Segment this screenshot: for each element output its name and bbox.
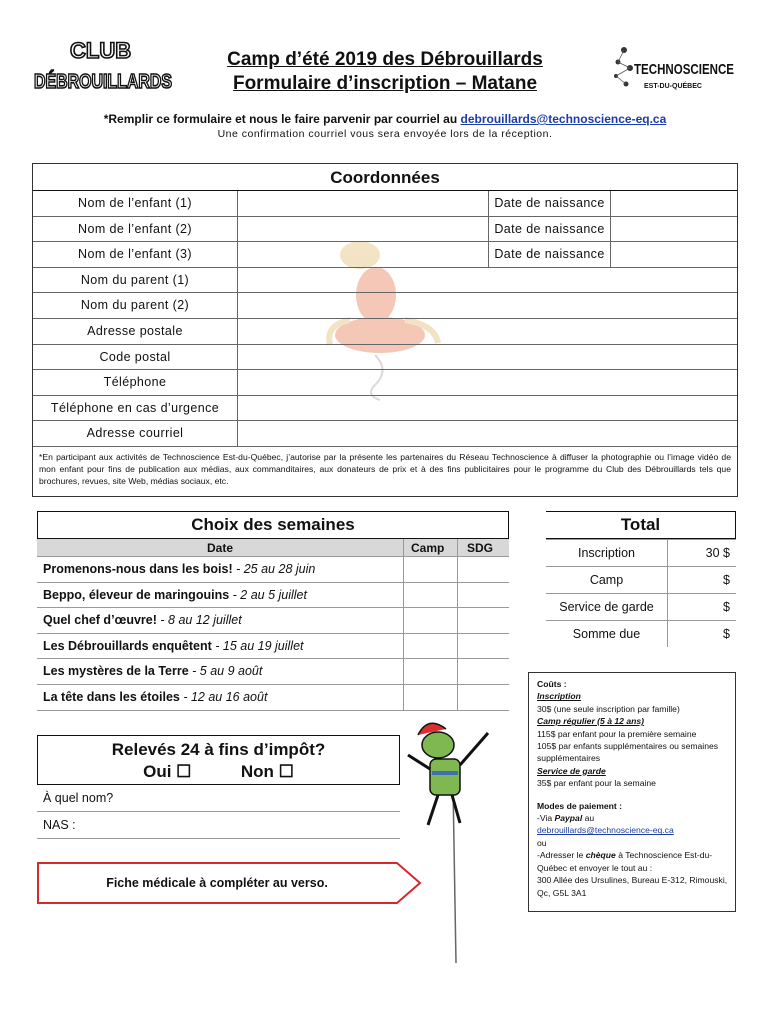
instruction-label: *Remplir ce formulaire et nous le faire parvenir par courriel au (103, 112, 461, 126)
camp-text-2: 105$ par enfants supplémentaires ou semaines supplémentaires (537, 741, 719, 764)
parent-1-row (33, 268, 737, 294)
title-line-2: Formulaire d’inscription – Matane (232, 73, 538, 94)
weeks-section (37, 511, 509, 711)
week-dates: - 5 au 9 août (188, 664, 263, 679)
emergency-phone-label: Téléphone en cas d’urgence (33, 396, 238, 421)
phone-row (33, 370, 737, 396)
postal-code-row (33, 345, 737, 371)
inscription-label: Inscription (537, 691, 581, 702)
weeks-column-headers (37, 539, 509, 557)
camp-column-divider (403, 539, 404, 711)
total-section (546, 511, 736, 656)
parent-1-label: Nom du parent (1) (33, 268, 238, 293)
week-event: Promenons-nous dans les bois! (43, 562, 233, 576)
club-debrouillards-logo (30, 36, 208, 98)
page-title (180, 48, 590, 96)
coordonnees-section (32, 163, 738, 497)
photo-consent-text: *En participant aux activités de Technoscience Est-du-Québec, j’autorise par la présente les partenaires du Réseau Technoscience à diffuser la photographie ou l’image vidéo de mon enfant pour fins de publication aux médias, aux commanditaires, aux donateurs de prix et à des fins publicitaires pour le programme du Club des Débrouillards tels que brochures, revues, site Web, médias sociaux, etc. (39, 452, 731, 486)
child-2-name-label: Nom de l’enfant (2) (33, 217, 238, 242)
week-event: La tête dans les étoiles (43, 690, 180, 704)
parent-2-row (33, 293, 737, 319)
payment-or: ou (537, 837, 547, 848)
child-1-dob-label: Date de naissance (488, 191, 611, 216)
svg-text:DÉBROUILLARDS: DÉBROUILLARDS (34, 71, 208, 93)
child-1-row (33, 191, 737, 217)
total-row-label: Service de garde (546, 594, 668, 620)
payment-email-link[interactable]: debrouillards@technoscience-eq.ca (537, 825, 674, 836)
phone-label: Téléphone (33, 370, 238, 395)
garde-text: 35$ par enfant pour la semaine (537, 778, 656, 789)
total-row (546, 620, 736, 647)
total-row (546, 539, 736, 566)
total-row-label: Somme due (546, 621, 668, 647)
address-label: Adresse postale (33, 319, 238, 344)
total-row (546, 566, 736, 593)
week-dates: - 2 au 5 juillet (229, 587, 307, 602)
total-row-value: 30 $ (705, 546, 730, 560)
child-1-name-label: Nom de l’enfant (1) (33, 191, 238, 216)
week-dates: - 25 au 28 juin (232, 562, 316, 576)
garde-label: Service de garde (537, 765, 606, 776)
non-checkbox[interactable]: Non ☐ (240, 762, 294, 781)
title-line-1: Camp d’été 2019 des Débrouillards (227, 49, 543, 70)
col-date-header: Date (207, 541, 234, 555)
week-dates: - 8 au 12 juillet (156, 613, 242, 628)
week-row (37, 634, 509, 660)
payment-paypal: -Via Paypal au (537, 813, 595, 824)
tax-nas-row: NAS : (37, 812, 400, 839)
postal-code-label: Code postal (33, 345, 238, 370)
camp-label: Camp régulier (5 à 12 ans) (537, 716, 644, 727)
child-3-name-label: Nom de l’enfant (3) (33, 242, 238, 267)
child-3-row (33, 242, 737, 268)
costs-heading: Coûts : (537, 679, 567, 689)
total-title: Total (546, 511, 736, 539)
medical-form-note: Fiche médicale à compléter au verso. (106, 876, 328, 890)
week-row (37, 608, 509, 634)
email-label: Adresse courriel (33, 421, 238, 446)
tax-receipt-header (37, 735, 400, 785)
payment-address: 300 Allée des Ursulines, Bureau E-312, Rimouski, Qc, G5L 3A1 (537, 875, 728, 898)
weeks-title: Choix des semaines (37, 511, 509, 539)
week-dates: - 12 au 16 août (179, 690, 268, 704)
child-2-row (33, 217, 737, 243)
svg-text:EST-DU-QUÉBEC: EST-DU-QUÉBEC (644, 83, 702, 90)
instruction-text (40, 112, 730, 126)
svg-text:CLUB: CLUB (70, 38, 132, 63)
oui-checkbox[interactable]: Oui ☐ (143, 762, 192, 781)
total-row-value: $ (723, 627, 730, 641)
week-event: Les Débrouillards enquêtent (43, 638, 212, 653)
tax-receipt-title: Relevés 24 à fins d’impôt? (111, 740, 326, 759)
coordonnees-title: Coordonnées (33, 164, 737, 191)
mascot-climbing-illustration (398, 715, 508, 965)
costs-info-box (528, 672, 736, 912)
parent-2-label: Nom du parent (2) (33, 293, 238, 318)
tax-receipt-options (38, 761, 399, 783)
svg-text:TECHNOSCIENCE: TECHNOSCIENCE (634, 61, 734, 78)
col-sdg-header: SDG (467, 541, 494, 555)
total-row-label: Inscription (546, 540, 668, 566)
child-2-dob-label: Date de naissance (488, 217, 611, 242)
week-dates: - 15 au 19 juillet (211, 638, 304, 653)
total-row (546, 593, 736, 620)
inscription-text: 30$ (une seule inscription par famille) (537, 703, 680, 714)
email-row (33, 421, 737, 447)
week-row (37, 583, 509, 609)
payment-heading: Modes de paiement : (537, 800, 622, 811)
week-row (37, 659, 509, 685)
col-camp-header: Camp (411, 541, 445, 555)
week-row (37, 685, 509, 711)
week-event: Quel chef d’œuvre! (43, 613, 157, 628)
sdg-column-divider (457, 539, 458, 711)
week-event: Les mystères de la Terre (43, 664, 189, 679)
tax-receipt-section (37, 735, 400, 840)
week-event: Beppo, éleveur de maringouins (43, 587, 230, 602)
total-row-value: $ (723, 600, 730, 614)
child-3-dob-label: Date de naissance (488, 242, 611, 267)
technoscience-logo (608, 38, 738, 98)
address-row (33, 319, 737, 345)
camp-text-1: 115$ par enfant pour la première semaine (537, 728, 697, 739)
emergency-phone-row (33, 396, 737, 422)
confirmation-note: Une confirmation courriel vous sera envoyée lors de la réception. (217, 128, 553, 140)
total-row-value: $ (723, 573, 730, 587)
total-row-label: Camp (546, 567, 668, 593)
week-row (37, 557, 509, 583)
tax-name-row: À quel nom? (37, 785, 400, 812)
email-link[interactable]: debrouillards@technoscience-eq.ca (460, 112, 667, 126)
payment-cheque: -Adresser le chèque à Technoscience Est-du-Québec et envoyer le tout au : (537, 850, 713, 873)
